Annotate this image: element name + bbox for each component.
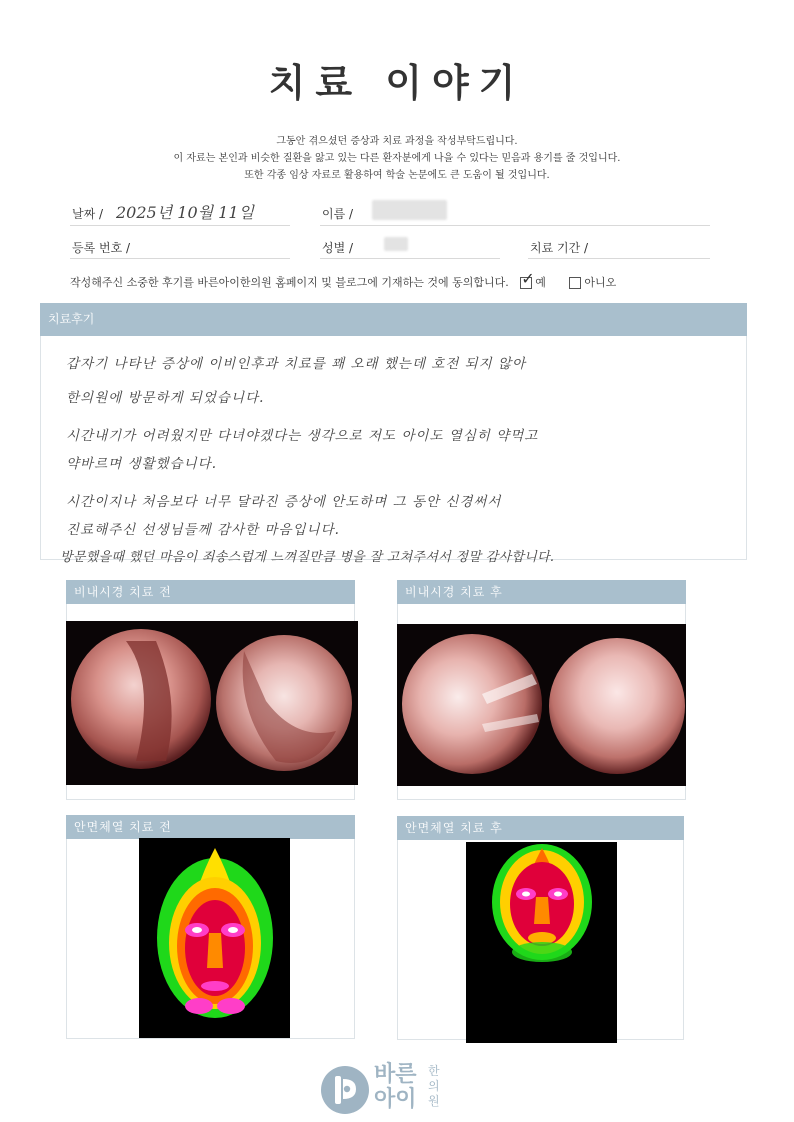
consent-row [70,269,617,290]
intro-line-1: 그동안 겪으셨던 증상과 치료 과정을 작성부탁드립니다. [276,136,518,147]
endoscope-before-image [66,621,358,785]
review-line-1: 갑자기 나타난 증상에 이비인후과 치료를 꽤 오래 했는데 호전 되지 않아 [66,356,527,372]
endoscope-after-image [397,624,686,786]
consent-text: 작성해주신 소중한 후기를 바른아이한의원 홈페이지 및 블로그에 기재하는 것에 동의합니다. [70,276,509,289]
period-underline [528,258,710,259]
name-underline [320,225,710,226]
date-value: 2025년 10월 11일 [116,203,254,222]
date-underline [70,225,290,226]
review-line-7: 방문했을때 했던 마음이 죄송스럽게 느껴질만큼 병을 잘 고쳐주셔서 정말 감사합니다. [60,550,555,565]
thermal-after-header: 안면체열 치료 후 [397,816,684,840]
period-label: 치료 기간 / [530,241,589,255]
redacted-gender [384,237,408,251]
review-line-3: 시간내기가 어려웠지만 다녀야겠다는 생각으로 저도 아이도 열심히 약먹고 [66,428,539,444]
logo-text-1: 바른 [374,1062,417,1087]
registration-underline [70,258,290,259]
consent-yes-checkbox[interactable] [520,269,535,289]
review-line-2: 한의원에 방문하게 되었습니다. [66,390,265,406]
name-label: 이름 / [322,207,354,221]
registration-label: 등록 번호 / [72,241,131,255]
endoscope-before-header: 비내시경 치료 전 [66,580,355,604]
intro-line-2: 이 자료는 본인과 비슷한 질환을 앓고 있는 다른 환자분에게 나을 수 있다는 믿음과 용기를 줄 것입니다. [173,153,621,164]
intro-line-3: 또한 각종 임상 자료로 활용하여 학술 논문에도 큰 도움이 될 것입니다. [244,170,550,181]
redacted-name [372,200,447,220]
endoscope-after-header: 비내시경 치료 후 [397,580,686,604]
logo-text-side: 한의원 [428,1064,440,1108]
consent-no-checkbox[interactable] [569,277,581,289]
thermal-after-image [466,842,617,1043]
gender-underline [320,258,500,259]
intro-text [0,133,794,184]
gender-label: 성별 / [322,241,354,255]
logo-text-2: 아이 [374,1087,417,1112]
check-mark-icon: ✓ [521,269,535,288]
review-line-5: 시간이지나 처음보다 너무 달라진 증상에 안도하며 그 동안 신경써서 [66,494,502,510]
clinic-logo [320,1064,480,1116]
thermal-before-header: 안면체열 치료 전 [66,815,355,839]
date-label: 날짜 / [72,207,104,221]
consent-yes-label: 예 [535,276,546,289]
review-line-4: 약바르며 생활했습니다. [66,456,217,472]
consent-no-label: 아니오 [584,276,617,289]
page-title: 치료 이야기 [268,61,526,105]
logo-mark-icon [320,1065,370,1115]
review-line-6: 진료해주신 선생님들께 감사한 마음입니다. [66,522,340,538]
thermal-before-image [139,838,290,1038]
review-header: 치료후기 [40,303,747,336]
